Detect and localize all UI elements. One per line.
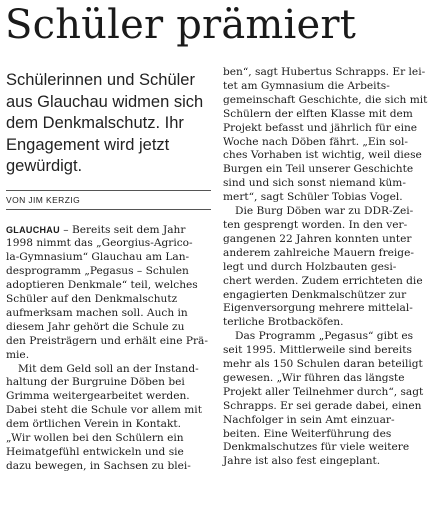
body-line: desprogramm „Pegasus – Schulen <box>6 265 189 278</box>
headline: Schüler prämiert <box>5 2 356 48</box>
body-line: Denkmalschutzes für viele weitere <box>223 441 410 454</box>
body-line: den Preisträgern und erhält eine Prä- <box>6 334 208 347</box>
teaser <box>6 70 216 178</box>
body-line: engagierten Denkmalschützer zur <box>223 288 407 301</box>
body-line: Eigenversorgung mehrere mittelal- <box>223 302 413 315</box>
body-line: ben“, sagt Hubertus Schrapps. Er lei- <box>223 66 426 78</box>
dateline: GLAUCHAU <box>6 224 60 235</box>
body-line: Schrapps. Er sei gerade dabei, einen <box>223 399 422 412</box>
author-rule-bottom <box>6 209 211 210</box>
teaser-line: Engagement wird jetzt <box>6 135 170 154</box>
body-line: gemeinschaft Geschichte, die sich mit <box>223 93 428 106</box>
body-line: Dabei steht die Schule vor allem mit <box>6 404 202 417</box>
author-byline: VON JIM KERZIG <box>6 194 81 205</box>
body-line: Projekt befasst und jährlich für eine <box>223 121 418 134</box>
body-line: Jahre ist also fest eingeplant. <box>223 455 381 468</box>
body-line: Nachfolger in sein Amt einzuar- <box>223 413 395 426</box>
body-line: Heimatgefühl entwickeln und sie <box>6 446 184 458</box>
body-line: la-Gymnasium“ Glauchau am Lan- <box>6 251 190 264</box>
body-line: adoptieren Denkmale“ teil, welches <box>6 279 198 292</box>
body-line: dazu bewegen, in Sachsen zu blei- <box>6 459 191 472</box>
body-line: ten gesprengt worden. In den ver- <box>223 218 408 231</box>
body-line: anderem zahlreiche Mauern freige- <box>223 246 414 259</box>
body-line: Grimma weitergearbeitet werden. <box>6 390 190 403</box>
article-body-right <box>223 66 426 469</box>
body-line: ches Vorhaben ist wichtig, weil diese <box>223 149 422 162</box>
body-line: tet am Gymnasium die Arbeits- <box>223 79 390 92</box>
article-body-left <box>6 224 216 474</box>
body-line: diesem Jahr gehört die Schule zu <box>6 320 185 333</box>
body-line: dem örtlichen Verein in Kontakt. <box>6 418 182 431</box>
body-line: Burgen ein Teil unserer Geschichte <box>223 163 414 176</box>
body-line: GLAUCHAU – Bereits seit dem Jahr <box>6 223 186 236</box>
teaser-line: dem Denkmalschutz. Ihr <box>6 114 184 132</box>
left-column <box>6 70 216 474</box>
body-line: Die Burg Döben war zu DDR-Zei- <box>235 205 414 218</box>
body-line: Schüler auf den Denkmalschutz <box>6 293 178 306</box>
body-line: Das Programm „Pegasus“ gibt es <box>235 330 414 343</box>
teaser-line: Schülerinnen und Schüler <box>6 71 195 89</box>
body-line: gewesen. „Wir führen das längste <box>223 371 405 384</box>
body-line: chert werden. Zudem errichteten die <box>223 274 423 287</box>
author-rule-top <box>6 190 211 191</box>
body-line: Schülern der elften Klasse mit dem <box>223 107 413 120</box>
body-line: terliche Brotbacköfen. <box>223 316 344 329</box>
body-line: Woche nach Döben fährt. „Ein sol- <box>223 135 409 148</box>
teaser-line: gewürdigt. <box>6 157 83 175</box>
body-line: „Wir wollen bei den Schülern ein <box>6 432 184 445</box>
body-line: aufmerksam machen soll. Auch in <box>6 306 188 319</box>
body-line: gangenen 22 Jahren konnten unter <box>223 232 412 245</box>
body-line: Mit dem Geld soll an der Instand- <box>18 362 199 375</box>
body-line: mehr als 150 Schulen daran beteiligt <box>223 358 423 371</box>
body-line: mie. <box>6 348 30 361</box>
body-line: legt und durch Holzbauten gesi- <box>223 260 397 273</box>
body-line: haltung der Burgruine Döben bei <box>6 376 185 389</box>
right-column <box>223 66 426 469</box>
body-line: seit 1995. Mittlerweile sind bereits <box>223 344 412 357</box>
body-line: mert“, sagt Schüler Tobias Vogel. <box>223 191 403 204</box>
teaser-line: aus Glauchau widmen sich <box>6 92 204 111</box>
body-line: 1998 nimmt das „Georgius-Agrico- <box>6 237 193 250</box>
body-line: beiten. Eine Weiterführung des <box>223 427 392 440</box>
body-line: Projekt aller Teilnehmer durch“, sagt <box>223 385 424 398</box>
body-line: sind und sich sonst niemand küm- <box>223 177 406 190</box>
